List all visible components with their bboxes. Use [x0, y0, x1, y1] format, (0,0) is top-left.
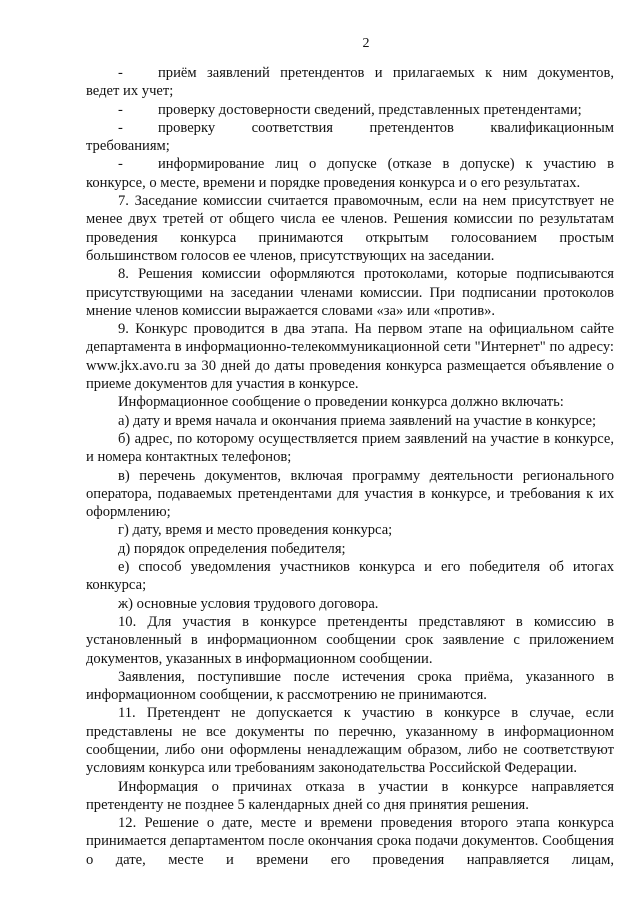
bullet-item-1-cont: ведет их учет;: [86, 83, 174, 100]
paragraph-11-note: Информация о причинах отказа в участии в конкурсе направляется претенденту не позднее 5 календарных дней со дня принятия решения.: [86, 778, 614, 813]
bullet-dash: -: [118, 156, 123, 173]
bullet-item-4: [86, 155, 614, 173]
bullet-item-2: [86, 101, 614, 119]
bullet-text: проверку достоверности сведений, представленных претендентами;: [158, 101, 582, 118]
page-number: 2: [362, 36, 370, 51]
list-item-v: в) перечень документов, включая программу деятельности регионального оператора, подаваемых претендентами для участия в конкурсе, и требования к их оформлению;: [86, 467, 614, 521]
paragraph-7: 7. Заседание комиссии считается правомочным, если на нем присутствует не менее двух третей от общего числа ее членов. Решения комиссии по результатам проведения конкурса принимаются открытым голосованием простым большинством голосов ее членов, присутствующих на заседании.: [86, 193, 614, 264]
bullet-dash: -: [118, 119, 123, 136]
paragraph-8: 8. Решения комиссии оформляются протоколами, которые подписываются присутствующими на заседании членами комиссии. При подписании протоколов мнение членов комиссии выражается словами «за» или «против».: [86, 266, 614, 319]
bullet-dash: -: [118, 101, 123, 118]
list-item-d: д) порядок определения победителя;: [118, 540, 346, 557]
list-item-zh: ж) основные условия трудового договора.: [118, 595, 379, 612]
info-intro: Информационное сообщение о проведении конкурса должно включать:: [118, 394, 564, 411]
paragraph-10: 10. Для участия в конкурсе претенденты представляют в комиссию в установленный в информационном сообщении срок заявление с приложением документов, указанных в информационном сообщении.: [86, 613, 614, 667]
paragraph-12: 12. Решение о дате, месте и времени проведения второго этапа конкурса принимается департаментом после окончания срока подачи документов. Сообщения о дате, месте и времени его проведения направляется лицам,: [86, 815, 614, 868]
bullet-item-1: [86, 64, 614, 82]
bullet-item-3-cont: требованиям;: [86, 138, 170, 155]
bullet-item-4-cont: конкурсе, о месте, времени и порядке проведения конкурса и о его результатах.: [86, 174, 581, 191]
bullet-dash: -: [118, 65, 123, 81]
list-item-b: б) адрес, по которому осуществляется прием заявлений на участие в конкурсе, и номера контактных телефонов;: [86, 430, 614, 466]
list-item-a: а) дату и время начала и окончания приема заявлений на участие в конкурсе;: [118, 412, 597, 429]
bullet-text: приём заявлений претендентов и прилагаемых к ним документов,: [158, 65, 614, 81]
paragraph-9: 9. Конкурс проводится в два этапа. На первом этапе на официальном сайте департамента в информационно-телекоммуникационной сети "Интернет" по адресу: www.jkx.avo.ru за 30 дней до даты проведения конкурса размещается объявление о приеме документов для участия в конкурсе.: [86, 321, 614, 393]
bullet-text: информирование лиц о допуске (отказе в допуске) к участию в: [158, 156, 614, 173]
list-item-g: г) дату, время и место проведения конкурса;: [118, 522, 393, 539]
list-item-e: е) способ уведомления участников конкурса и его победителя об итогах конкурса;: [86, 559, 614, 594]
bullet-text: проверку соответствия претендентов квалификационным: [158, 119, 614, 136]
bullet-item-3: [86, 119, 614, 137]
paragraph-11: 11. Претендент не допускается к участию в конкурсе в случае, если представлены не все документы по перечню, указанному в информационном сообщении, либо они оформлены ненадлежащим образом, либо не соответствуют условиям конкурса или требованиям законодательства Российской Федерации.: [86, 705, 614, 777]
paragraph-10-note: Заявления, поступившие после истечения срока приёма, указанного в информационном сообщении, к рассмотрению не принимаются.: [86, 668, 614, 704]
